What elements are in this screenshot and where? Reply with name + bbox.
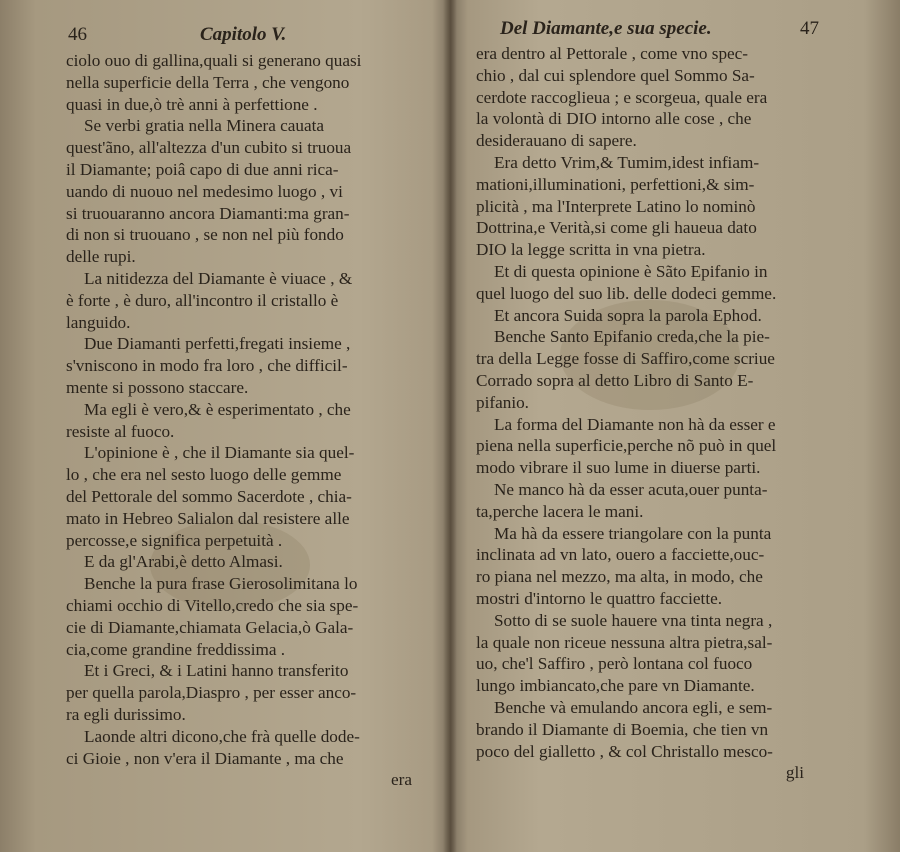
text-line: Corrado sopra al detto Libro di Santo E- [476,370,754,390]
page-number: 47 [800,18,819,39]
running-head: Del Diamante,e sua specie. [500,18,712,39]
text-line: desiderauano di sapere. [476,131,637,151]
text-line: uo, che'l Saffiro , però lontana col fuoco [476,654,753,674]
text-line: la quale non riceue nessuna altra pietra,sal- [476,632,773,652]
catchword: gli [785,763,804,783]
text-line: lungo imbiancato,che pare vn Diamante. [476,676,755,696]
page-number: 46 [68,24,87,45]
text-line: mationi,illuminationi, perfettioni,& sim- [476,174,755,194]
text-line: Se verbi gratia nella Minera cauata [84,116,325,136]
text-line: mato in Hebreo Salialon dal resistere alle [66,508,350,528]
text-line: era dentro al Pettorale , come vno spec- [476,44,749,63]
text-line: poco del gialletto , & col Christallo mesco- [476,741,773,761]
text-line: Dottrina,e Verità,si come gli haueua dato [476,218,757,238]
text-line: ci Gioie , non v'era il Diamante , ma che [66,748,344,768]
text-line: inclinata ad vn lato, ouero a facciette,ouc- [476,545,765,565]
text-line: resiste al fuoco. [66,421,175,441]
text-line: Sotto di se suole hauere vna tinta negra , [494,610,773,630]
text-line: è forte , è duro, all'incontro il cristallo è [66,290,339,310]
text-line: Benche la pura frase Gierosolimitana lo [84,574,358,594]
catchword: era [391,770,412,790]
text-line: uando di nuouo nel medesimo luogo , vi [66,181,343,201]
text-line: ciolo ouo di gallina,quali si generano quasi [66,51,362,70]
text-line: Et ancora Suida sopra la parola Ephod. [494,305,762,325]
text-line: tra della Legge fosse di Saffiro,come scriue [476,349,775,369]
text-line: cie di Diamante,chiamata Gelacia,ò Gala- [66,617,354,637]
text-line: Era detto Vrim,& Tumim,idest infiam- [494,152,760,172]
text-line: modo vibrare il suo lume in diuerse parti. [476,458,761,478]
text-line: cerdote raccoglieua ; e scorgeua, quale era [476,87,768,107]
text-line: ro piana nel mezzo, ma alta, in modo, che [476,567,763,587]
right-page [452,0,900,852]
text-line: chio , dal cui splendore quel Sommo Sa- [476,65,755,85]
text-line: per quella parola,Diaspro , per esser anco- [66,683,357,703]
text-line: DIO la legge scritta in vna pietra. [476,240,706,260]
text-line: quasi in due,ò trè anni à perfettione . [66,94,318,114]
text-line: Due Diamanti perfetti,fregati insieme , [84,334,351,354]
text-line: Ma egli è vero,& è esperimentato , che [84,399,351,419]
text-line: pifanio. [476,392,529,412]
text-line: Et di questa opinione è Sãto Epifanio in [494,261,768,281]
text-line: Ma hà da essere triangolare con la punta [494,523,772,543]
left-page [0,0,448,852]
text-line: quel luogo del suo lib. delle dodeci gemme. [476,283,777,303]
text-line: La nitidezza del Diamante è viuace , & [84,268,353,288]
text-line: di non si truouano , se non nel più fondo [66,225,344,245]
text-line: Laonde altri dicono,che frà quelle dode- [84,726,360,746]
text-line: nella superficie della Terra , che vengono [66,72,350,92]
text-line: ra egli durissimo. [66,704,186,724]
text-line: s'vniscono in modo fra loro , che difficil- [66,356,348,376]
text-line: L'opinione è , che il Diamante sia quel- [84,443,355,463]
text-line: mostri d'intorno le quattro facciette. [476,588,723,608]
text-line: mente si possono staccare. [66,377,249,397]
text-line: Et i Greci, & i Latini hanno transferito [84,661,349,681]
text-line: La forma del Diamante non hà da esser e [494,414,776,434]
text-line: il Diamante; poiâ capo di due anni rica- [66,159,339,179]
text-line: Benche Santo Epifanio creda,che la pie- [494,327,770,347]
text-line: si truouaranno ancora Diamanti:ma gran- [66,203,350,223]
text-line: chiami occhio di Vitello,credo che sia spe- [66,595,359,615]
text-line: ta,perche lacera le mani. [476,501,644,521]
running-head: Capitolo V. [200,24,287,45]
text-line: Ne manco hà da esser acuta,ouer punta- [494,479,768,499]
page-body [66,50,442,791]
text-line: languido. [66,312,131,332]
text-line: plicità , ma l'Interprete Latino lo nominò [476,196,756,216]
text-line: piena nella superficie,perche nõ può in quel [476,436,777,456]
page-body [476,43,876,784]
text-line: delle rupi. [66,247,136,267]
text-line: Benche và emulando ancora egli, e sem- [494,697,773,717]
text-line: E da gl'Arabi,è detto Almasi. [84,552,283,572]
text-line: la volontà di DIO intorno alle cose , che [476,109,752,129]
text-line: cia,come grandine freddissima . [66,639,286,659]
text-line: percosse,e significa perpetuità . [66,530,283,550]
text-line: del Pettorale del sommo Sacerdote , chia- [66,486,352,506]
text-line: brando il Diamante di Boemia, che tien vn [476,719,769,739]
text-line: quest'ãno, all'altezza d'un cubito si truoua [66,138,352,158]
text-line: lo , che era nel sesto luogo delle gemme [66,465,342,485]
